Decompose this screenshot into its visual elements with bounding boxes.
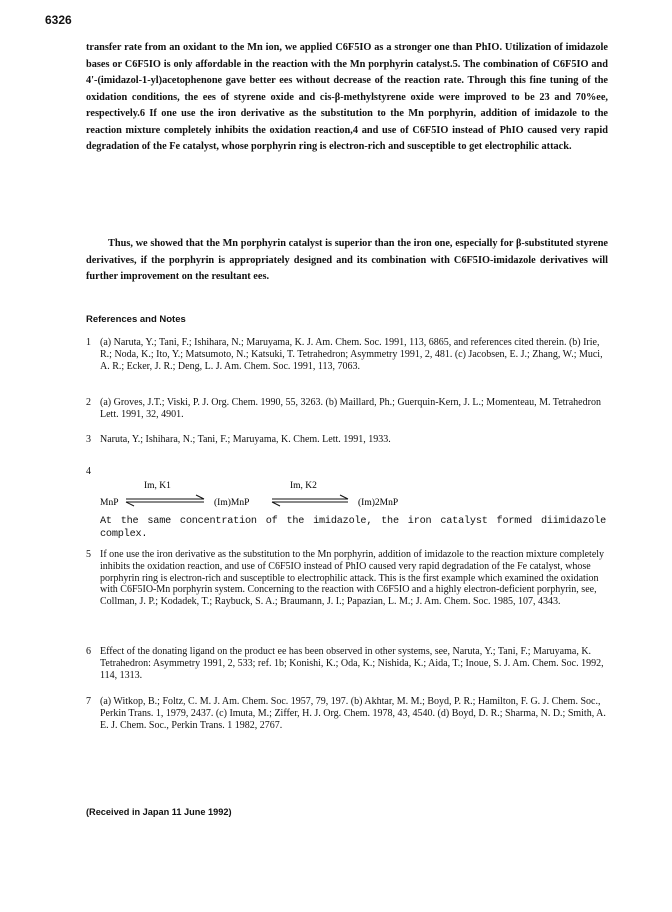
reference-number: 6 [86,646,91,657]
reference-number: 4 [86,466,91,477]
scheme-species-immnp: (Im)MnP [214,498,250,508]
reference-1 [86,337,608,372]
reference-2 [86,397,608,421]
reference-number: 1 [86,337,91,348]
reference-number: 5 [86,549,91,560]
body-paragraph-1: transfer rate from an oxidant to the Mn ion, we applied C6F5IO as a stronger one than PhIO. Utilization of imidazole bases or C6F5IO is only affordable in the reaction with the Mn porphyrin catalyst.5. The combination of C6F5IO and 4'-(imidazol-1-yl)acetophenone gave better ees without decrease of the reaction rate. Through this fine tuning of the oxidation conditions, the ees of styrene oxide and cis-β-methylstyrene oxide were improved to be 23 and 70%ee, respectively.6 If one use the iron derivative as the substitution to the Mn porphyrin, addition of imidazole to the reaction mixture completely inhibits the oxidation reaction,4 and use of C6F5IO instead of PhIO caused very rapid degradation of the Fe catalyst, whose porphyrin ring is electron-rich and susceptible to get electrophilic attack. [86,42,608,152]
reference-6 [86,646,608,681]
received-date: (Received in Japan 11 June 1992) [86,807,232,817]
reference-text: (a) Naruta, Y.; Tani, F.; Ishihara, N.; Maruyama, K. J. Am. Chem. Soc. 1991, 113, 6865, and references cited therein. (b) Irie, R.; Noda, K.; Ito, Y.; Matsumoto, N.; Katsuki, T. Tetrahedron; Asymmetry 1991, 2, 481. (c) Jacobsen, E. J.; Zhang, W.; Muci, A. R.; Ecker, J. R.; Deng, L. J. Am. Chem. Soc. 1991, 113, 7063. [100,337,603,372]
scheme-arrow-label-2: Im, K2 [290,481,317,491]
page-number: 6326 [45,13,72,27]
reference-3 [86,434,608,446]
reference-number: 2 [86,397,91,408]
reference-text: (a) Groves, J.T.; Viski, P. J. Org. Chem. 1990, 55, 3263. (b) Maillard, Ph.; Guerquin-Kern, J. L.; Momenteau, M. Tetrahedron Lett. 1991, 32, 4901. [100,397,601,420]
reference-number: 7 [86,696,91,707]
reference-7 [86,696,608,731]
scheme-species-im2mnp: (Im)2MnP [358,498,399,508]
scheme-arrow-label-1: Im, K1 [144,481,171,491]
scheme-note: At the same concentration of the imidazole, the iron catalyst formed diimidazole complex. [100,516,606,540]
reference-text: If one use the iron derivative as the substitution to the Mn porphyrin, addition of imidazole to the reaction mixture completely inhibits the oxidation reaction, and use of C6F5IO instead of PhIO caused very rapid degradation of the Fe catalyst, whose porphyrin ring is electron-rich and susceptible to electrophilic attack. This is the first example which examined the oxidation with C6F5IO-Mn porphyrin system. Concerning to the reaction with C6F5IO and a highly electron-deficient porphyrin, see, Collman, J. P.; Kodadek, T.; Raybuck, S. A.; Braumann, J. I.; Papazian, L. M.; J. Am. Chem. Soc. 1985, 107, 4343. [100,549,605,608]
scheme-species-mnp: MnP [100,498,119,508]
reference-text: (a) Witkop, B.; Foltz, C. M. J. Am. Chem. Soc. 1957, 79, 197. (b) Akhtar, M. M.; Boyd, P. R.; Hamilton, F. G. J. Chem. Soc., Perkin Trans. 1, 1979, 2437. (c) Imuta, M.; Ziffer, H. J. Org. Chem. 1978, 43, 4540. (d) Boyd, D. R.; Sharma, N. D.; Smith, A. E. J. Chem. Soc., Perkin Trans. 1 1982, 2767. [100,696,606,731]
reference-number: 3 [86,434,91,445]
reference-text: Effect of the donating ligand on the product ee has been observed in other systems, see, Naruta, Y.; Tani, F.; Maruyama, K. Tetrahedron: Asymmetry 1991, 2, 533; ref. 1b; Konishi, K.; Oda, K.; Nishida, K.; Aida, T.; Inoue, S. J. Am. Chem. Soc. 1992, 114, 1313. [100,646,604,681]
references-heading: References and Notes [86,314,186,325]
body-paragraph-2: Thus, we showed that the Mn porphyrin catalyst is superior than the iron one, especially for β-substituted styrene derivatives, if the porphyrin is appropriately designed and its combination with C6F5IO-imidazole derivatives will further improvement on the resultant ees. [86,238,608,282]
reference-text: Naruta, Y.; Ishihara, N.; Tani, F.; Maruyama, K. Chem. Lett. 1991, 1933. [100,434,391,445]
reference-5 [86,549,608,608]
